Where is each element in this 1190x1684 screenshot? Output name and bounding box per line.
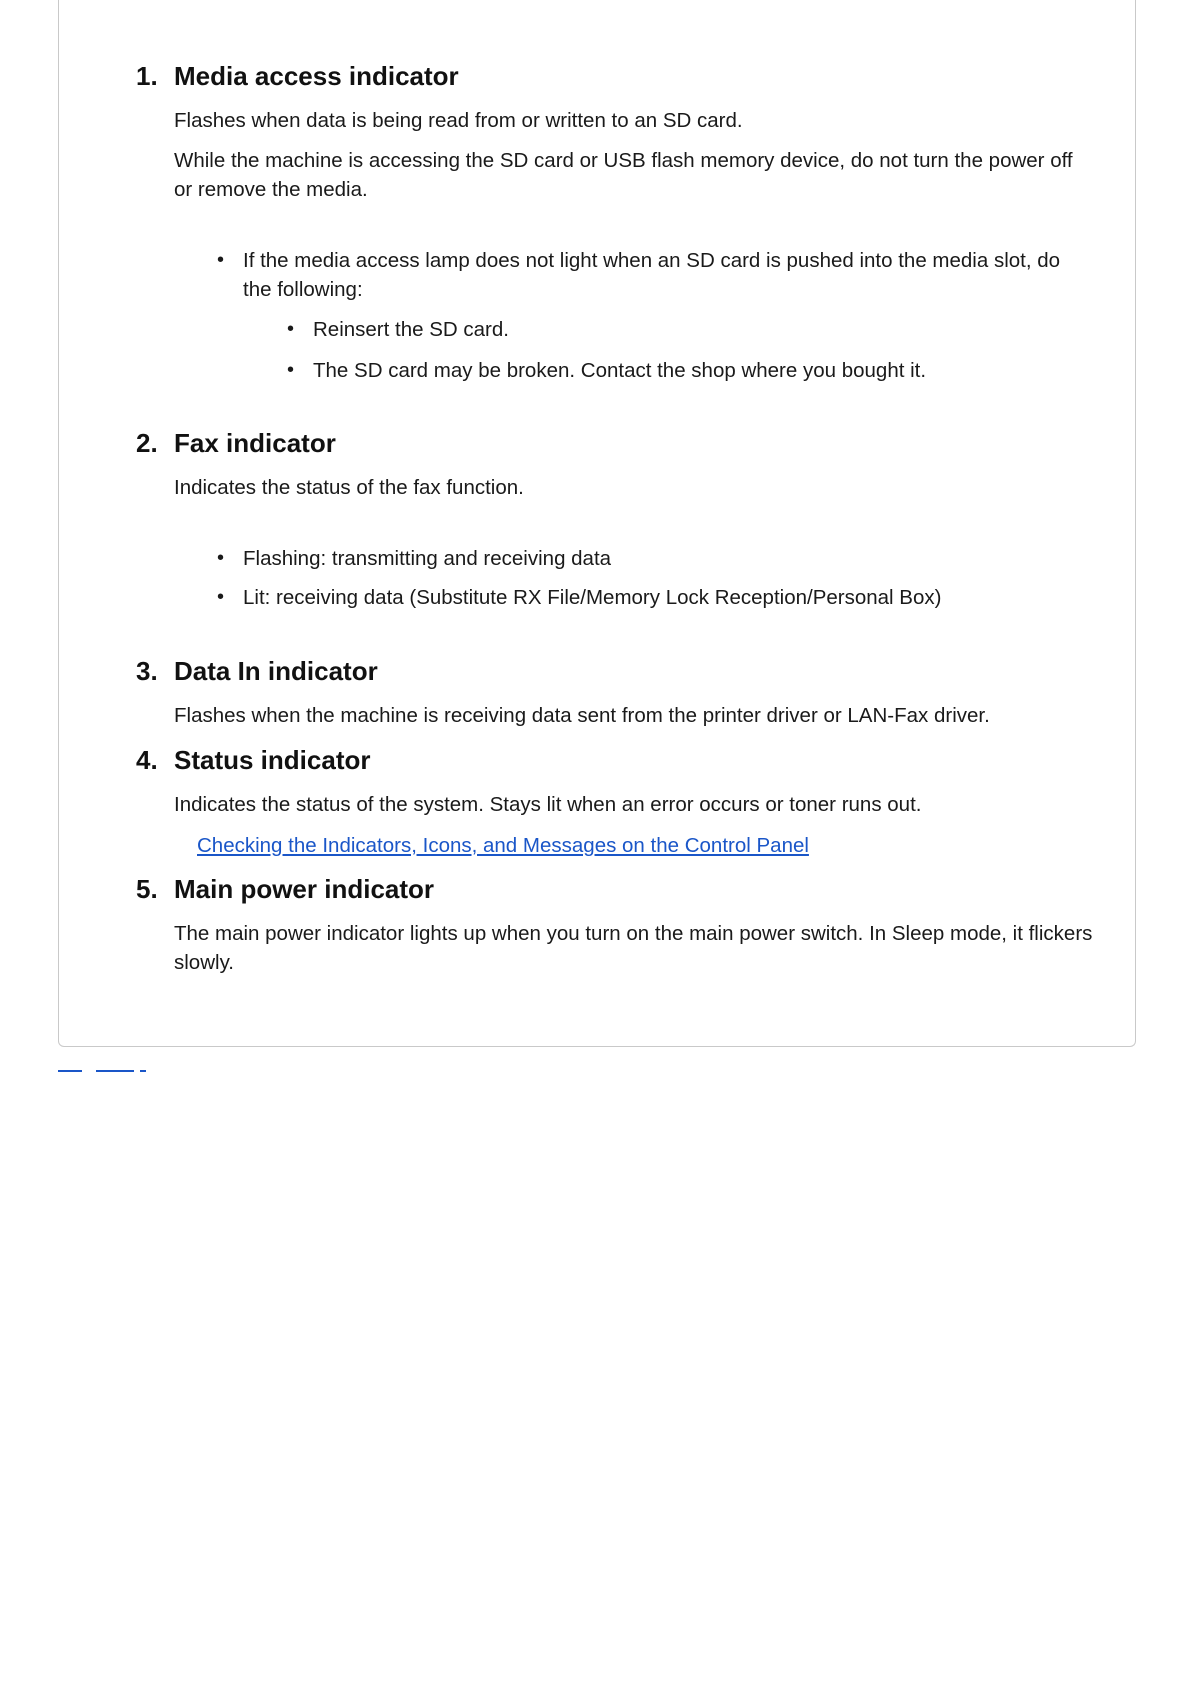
item-1-bullet xyxy=(217,246,1093,304)
item-4-paragraph-1: Indicates the status of the system. Stays lit when an error occurs or toner runs out. xyxy=(174,793,922,816)
footer-link-1[interactable] xyxy=(58,1070,82,1072)
item-2-bullet-2-text: Lit: receiving data (Substitute RX File/Memory Lock Reception/Personal Box) xyxy=(243,586,942,609)
item-5-paragraph-1: The main power indicator lights up when you turn on the main power switch. In Sleep mode, it flickers slowly. xyxy=(174,922,1093,974)
item-3-title: Data In indicator xyxy=(174,656,378,686)
item-2-title: Fax indicator xyxy=(174,428,336,458)
item-1-title: Media access indicator xyxy=(174,61,459,91)
item-4-number: 4. xyxy=(136,745,158,775)
bullet-dot-icon: • xyxy=(287,318,295,340)
item-2-bullet-1 xyxy=(217,544,1093,573)
item-1-bullet-text: If the media access lamp does not light when an SD card is pushed into the media slot, do the following: xyxy=(243,249,1061,301)
item-2-number: 2. xyxy=(136,428,158,458)
bullet-dot-icon: • xyxy=(217,249,225,271)
footer-link-3[interactable] xyxy=(140,1070,146,1072)
footer-link-2[interactable] xyxy=(96,1070,134,1072)
item-1-number: 1. xyxy=(136,61,158,91)
bullet-dot-icon: • xyxy=(287,359,295,381)
item-2-bullet-2 xyxy=(217,583,1093,612)
item-1-paragraph-2: While the machine is accessing the SD card or USB flash memory device, do not turn the power off or remove the media. xyxy=(174,149,1073,201)
bullet-dot-icon: • xyxy=(217,586,225,608)
item-1-sub-bullet-2 xyxy=(287,356,1093,385)
item-1-sub-bullet-1 xyxy=(287,315,1093,344)
item-1-sub-bullet-2-text: The SD card may be broken. Contact the shop where you bought it. xyxy=(313,359,927,382)
item-1-paragraph-1: Flashes when data is being read from or written to an SD card. xyxy=(174,109,743,132)
item-5-title: Main power indicator xyxy=(174,874,435,904)
item-5-number: 5. xyxy=(136,874,158,904)
item-2-paragraph-1: Indicates the status of the fax function. xyxy=(174,476,524,499)
bullet-dot-icon: • xyxy=(217,547,225,569)
item-3-number: 3. xyxy=(136,656,158,686)
item-2-bullet-1-text: Flashing: transmitting and receiving data xyxy=(243,547,612,570)
item-3-paragraph-1: Flashes when the machine is receiving data sent from the printer driver or LAN-Fax driver. xyxy=(174,704,990,727)
control-panel-messages-link[interactable]: Checking the Indicators, Icons, and Messages on the Control Panel xyxy=(197,834,809,857)
item-4-title: Status indicator xyxy=(174,745,371,775)
item-1-sub-bullet-1-text: Reinsert the SD card. xyxy=(313,318,509,341)
